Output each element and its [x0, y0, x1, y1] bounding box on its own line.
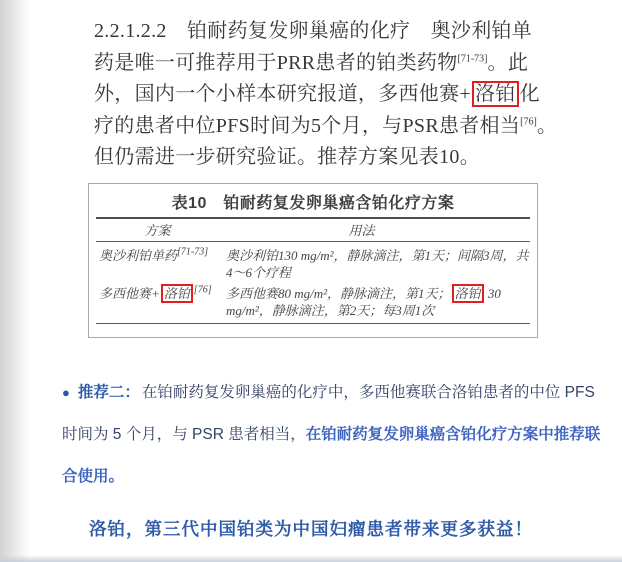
scheme-cell [89, 247, 226, 281]
tagline: 洛铂，第三代中国铂类为中国妇瘤患者带来更多获益！ [89, 519, 533, 539]
paragraph-text: 但仍需进一步研究验证。推荐方案见表10。 [94, 146, 480, 168]
paragraph-line [94, 16, 533, 48]
bullet-icon: ● [62, 385, 70, 400]
paragraph-line [94, 79, 540, 111]
reference-superscript: [71-73] [177, 246, 209, 258]
paragraph-text: 。此 [487, 51, 529, 74]
usage-cell [226, 285, 537, 319]
table-rule [96, 323, 530, 324]
page-bottom-edge-shade [0, 555, 622, 562]
recommendation-block [62, 372, 601, 498]
paragraph-text: 外，国内一个小样本研究报道，多西他赛+ [94, 83, 471, 105]
recommendation-line [62, 372, 594, 414]
paragraph-line [94, 48, 529, 80]
table-header-scheme: 方案 [144, 222, 171, 238]
scheme-cell [89, 285, 226, 319]
scheme-text: 奥沙利铂单药 [99, 248, 178, 263]
usage-text: 多西他赛80 mg/m²，静脉滴注，第1天； [226, 286, 451, 301]
recommendation-line [62, 414, 601, 456]
paragraph-text: 。 [536, 114, 558, 137]
regimen-table [88, 183, 538, 338]
table-row [89, 281, 537, 323]
recommendation-emphasis: 合使用。 [62, 468, 125, 485]
paragraph-text: 药是唯一可推荐用于PRR患者的铂类药物 [94, 51, 458, 74]
page-left-edge-shade [0, 0, 30, 562]
lobaplatin-highlight-box: 洛铂 [452, 284, 484, 303]
section-paragraph [94, 16, 558, 174]
scheme-text: 多西他赛+ [99, 286, 160, 301]
paragraph-line [94, 142, 522, 174]
paragraph-line [94, 111, 558, 143]
usage-cell: 奥沙利铂130 mg/m²，静脉滴注，第1天；间隔3周，共4～6个疗程 [226, 248, 529, 280]
recommendation-text: 在铂耐药复发卵巢癌的化疗中，多西他赛联合洛铂患者的中位 PFS [141, 384, 595, 401]
lobaplatin-highlight-box: 洛铂 [472, 81, 519, 107]
paragraph-text: 化 [519, 83, 540, 105]
table-title: 表10 铂耐药复发卵巢癌含铂化疗方案 [171, 195, 455, 212]
recommendation-emphasis: 在铂耐药复发卵巢癌含铂化疗方案中推荐联 [305, 426, 601, 443]
reference-superscript: [76] [520, 115, 537, 127]
usage-text: 30 mg/m²，静脉滴注，第2天；每3周1次 [226, 286, 501, 318]
lobaplatin-highlight-box: 洛铂 [161, 284, 193, 303]
section-heading-text: 2.2.1.2.2 铂耐药复发卵巢癌的化疗 奥沙利铂单 [94, 20, 533, 42]
table-header-row [89, 219, 537, 241]
table-header-usage: 用法 [348, 222, 375, 238]
recommendation-label: 推荐二： [77, 384, 140, 401]
recommendation-text: 时间为 5 个月，与 PSR 患者相当， [62, 426, 306, 443]
reference-superscript: [76] [193, 284, 212, 296]
paragraph-text: 疗的患者中位PFS时间为5个月，与PSR患者相当 [94, 114, 521, 137]
recommendation-line [62, 456, 594, 498]
table-row [89, 242, 537, 281]
reference-superscript: [71-73] [457, 52, 488, 64]
